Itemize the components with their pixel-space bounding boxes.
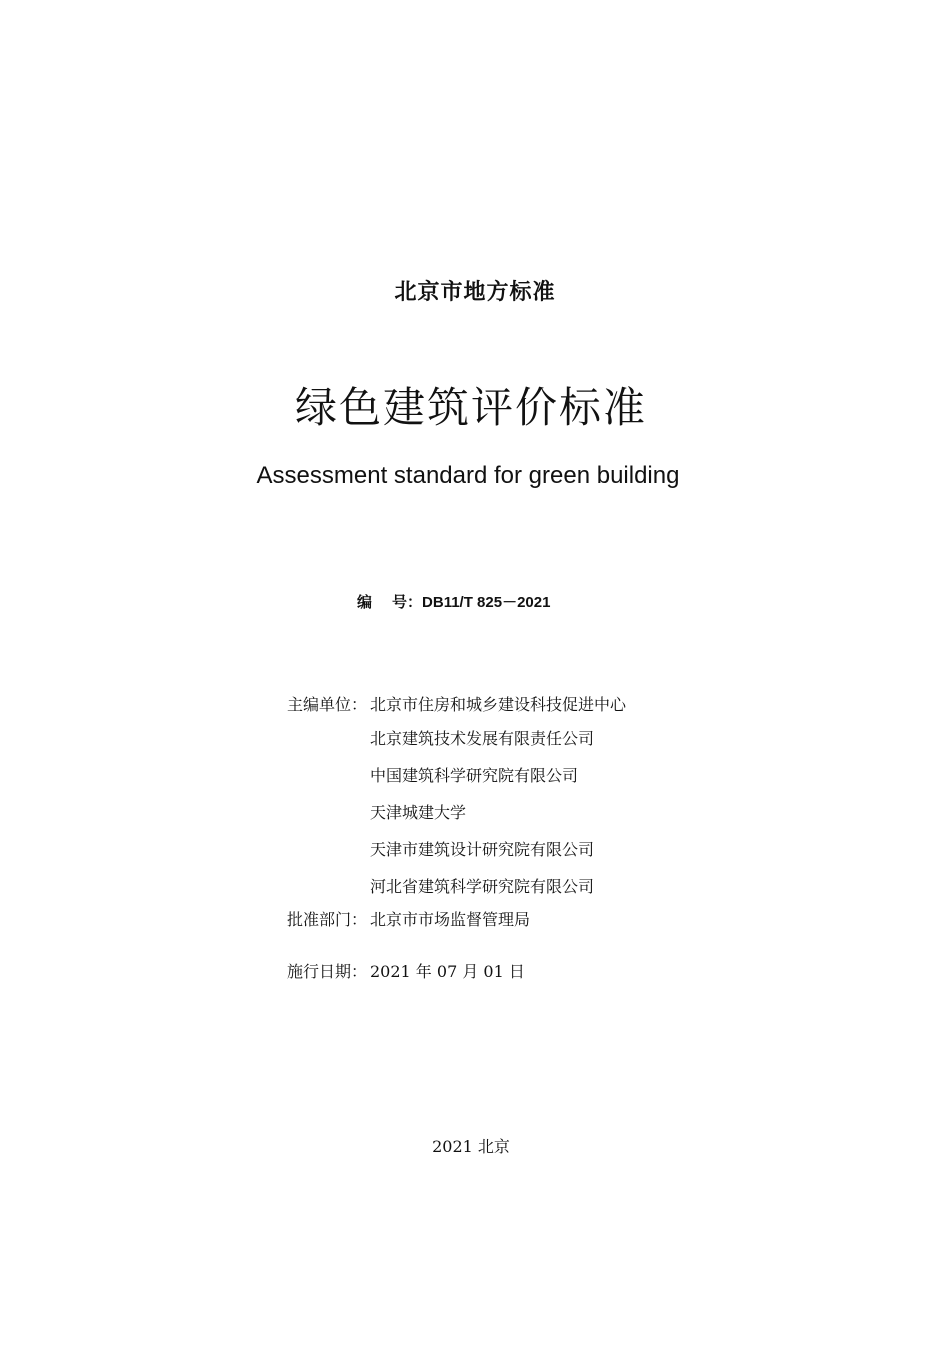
series-title: 北京市地方标准	[394, 280, 556, 305]
editor-unit: 天津城建大学	[370, 803, 467, 822]
effective-date-label: 施行日期：	[287, 962, 368, 981]
code-label-char-2: 号：	[392, 593, 423, 611]
editor-unit: 天津市建筑设计研究院有限公司	[370, 840, 595, 859]
editor-unit: 河北省建筑科学研究院有限公司	[370, 877, 595, 896]
document-title: 绿色建筑评价标准	[294, 383, 647, 432]
effective-date: 2021 年 07 月 01 日	[370, 962, 525, 981]
standard-code	[357, 591, 550, 612]
english-title: Assessment standard for green building	[256, 462, 680, 489]
code-label-char-1: 编	[357, 593, 373, 611]
publication-year-place: 2021 北京	[432, 1137, 510, 1156]
editor-unit: 北京市住房和城乡建设科技促进中心	[370, 695, 627, 714]
code-value: DB11/T 825－2021	[422, 594, 551, 611]
editor-unit: 中国建筑科学研究院有限公司	[370, 766, 579, 785]
approval-department: 北京市市场监督管理局	[370, 910, 531, 929]
editors-label: 主编单位：	[287, 695, 368, 714]
approval-label: 批准部门：	[287, 910, 368, 929]
editor-unit: 北京建筑技术发展有限责任公司	[370, 729, 595, 748]
